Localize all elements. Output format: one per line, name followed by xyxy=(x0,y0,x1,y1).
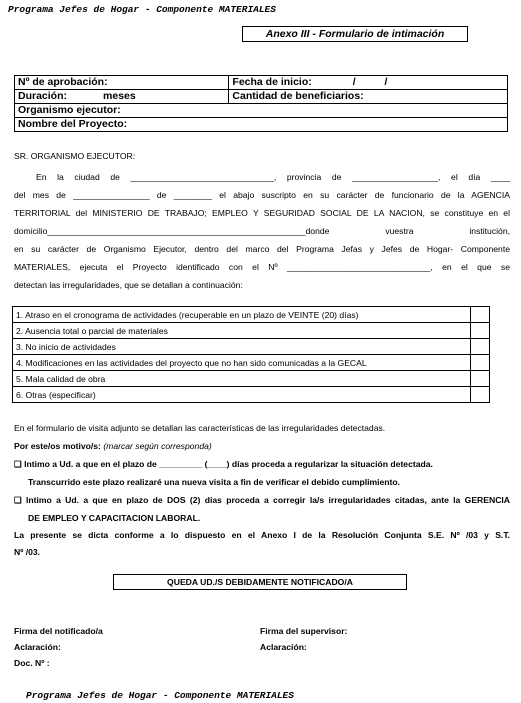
irregularity-row: 6. Otras (especificar) xyxy=(13,387,490,403)
option-1-text: Transcurrido este plazo realizaré una nueva visita a fin de verificar el debido cumplimiento. xyxy=(28,477,401,487)
irregularity-checkbox[interactable] xyxy=(471,371,490,387)
page-header: Programa Jefes de Hogar - Componente MATERIALES xyxy=(8,4,276,15)
irregularity-row: 5. Mala calidad de obra xyxy=(13,371,490,387)
approval-number-field: Nº de aprobación: xyxy=(15,76,229,90)
body-line: detectan las irregularidades, que se detallan a continuación: xyxy=(14,280,243,290)
body-line: del mes de ________________ de ________ el abajo suscripto en su carácter de funcionario de la AGENCIA xyxy=(14,190,510,200)
clarification-label-left: Aclaración: xyxy=(14,642,61,652)
irregularity-row: 4. Modificaciones en las actividades del proyecto que no han sido comunicadas a la GECAL xyxy=(13,355,490,371)
option-2-text: DE EMPLEO Y CAPACITACION LABORAL. xyxy=(28,513,201,523)
irregularity-row: 2. Ausencia total o parcial de materiales xyxy=(13,323,490,339)
supervisor-signature-label: Firma del supervisor: xyxy=(260,626,348,636)
irregularity-checkbox[interactable] xyxy=(471,339,490,355)
irregularity-checkbox[interactable] xyxy=(471,323,490,339)
reason-hint: (marcar según corresponda) xyxy=(103,441,212,451)
notified-signature-label: Firma del notificado/a xyxy=(14,626,103,636)
option-2-checkbox[interactable]: ❑ Intimo a Ud. a que en plazo de DOS (2) días proceda a corregir la/s irregularidades citadas, ante la GERENCIA xyxy=(14,495,510,505)
reason-line xyxy=(14,437,212,455)
salutation: SR. ORGANISMO EJECUTOR: xyxy=(14,151,136,161)
irregularity-row: 3. No inicio de actividades xyxy=(13,339,490,355)
irregularity-checkbox[interactable] xyxy=(471,387,490,403)
duration-field: Duración: meses xyxy=(15,90,229,104)
body-line: TERRITORIAL del MINISTERIO DE TRABAJO; EMPLEO Y SEGURIDAD SOCIAL DE LA NACION, se constituye en el xyxy=(14,208,510,218)
decree-line: Nº /03. xyxy=(14,547,41,557)
annex-title: Anexo III - Formulario de intimación xyxy=(242,26,468,42)
irregularities-table xyxy=(12,306,490,403)
clarification-label-right: Aclaración: xyxy=(260,642,307,652)
notified-box: QUEDA UD./S DEBIDAMENTE NOTIFICADO/A xyxy=(113,574,407,590)
reason-label: Por este/os motivo/s: xyxy=(14,441,101,451)
body-line: En la ciudad de ______________________________, provincia de __________________, el día ____ xyxy=(36,172,510,182)
page-footer: Programa Jefes de Hogar - Componente MATERIALES xyxy=(26,690,294,701)
decree-line: La presente se dicta conforme a lo dispuesto en el Anexo I de la Resolución Conjunta S.E. Nº /03 y S.T. xyxy=(14,530,510,540)
start-date-field: Fecha de inicio: / / xyxy=(229,76,508,90)
option-1-checkbox[interactable]: ❑ Intimo a Ud. a que en el plazo de _________ (____) días proceda a regularizar la situación detectada. xyxy=(14,459,433,469)
irregularity-row: 1. Atraso en el cronograma de actividades (recuperable en un plazo de VEINTE (20) días) xyxy=(13,307,490,323)
project-info-table xyxy=(14,75,508,132)
beneficiaries-field: Cantidad de beneficiarios: xyxy=(229,90,508,104)
visit-note: En el formulario de visita adjunto se detallan las características de las irregularidades detectadas. xyxy=(14,423,386,433)
doc-number-label: Doc. Nº : xyxy=(14,658,50,668)
project-name-field: Nombre del Proyecto: xyxy=(15,118,508,132)
body-line: MATERIALES, ejecuta el Proyecto identificado con el Nº ______________________________, en el que se xyxy=(14,262,510,272)
body-line: domicilio______________________________________________________donde vuestra institución, xyxy=(14,226,510,236)
body-line: en su carácter de Organismo Ejecutor, dentro del marco del Programa Jefas y Jefes de Hogar- Componente xyxy=(14,244,510,254)
irregularity-checkbox[interactable] xyxy=(471,307,490,323)
executor-field: Organismo ejecutor: xyxy=(15,104,508,118)
irregularity-checkbox[interactable] xyxy=(471,355,490,371)
